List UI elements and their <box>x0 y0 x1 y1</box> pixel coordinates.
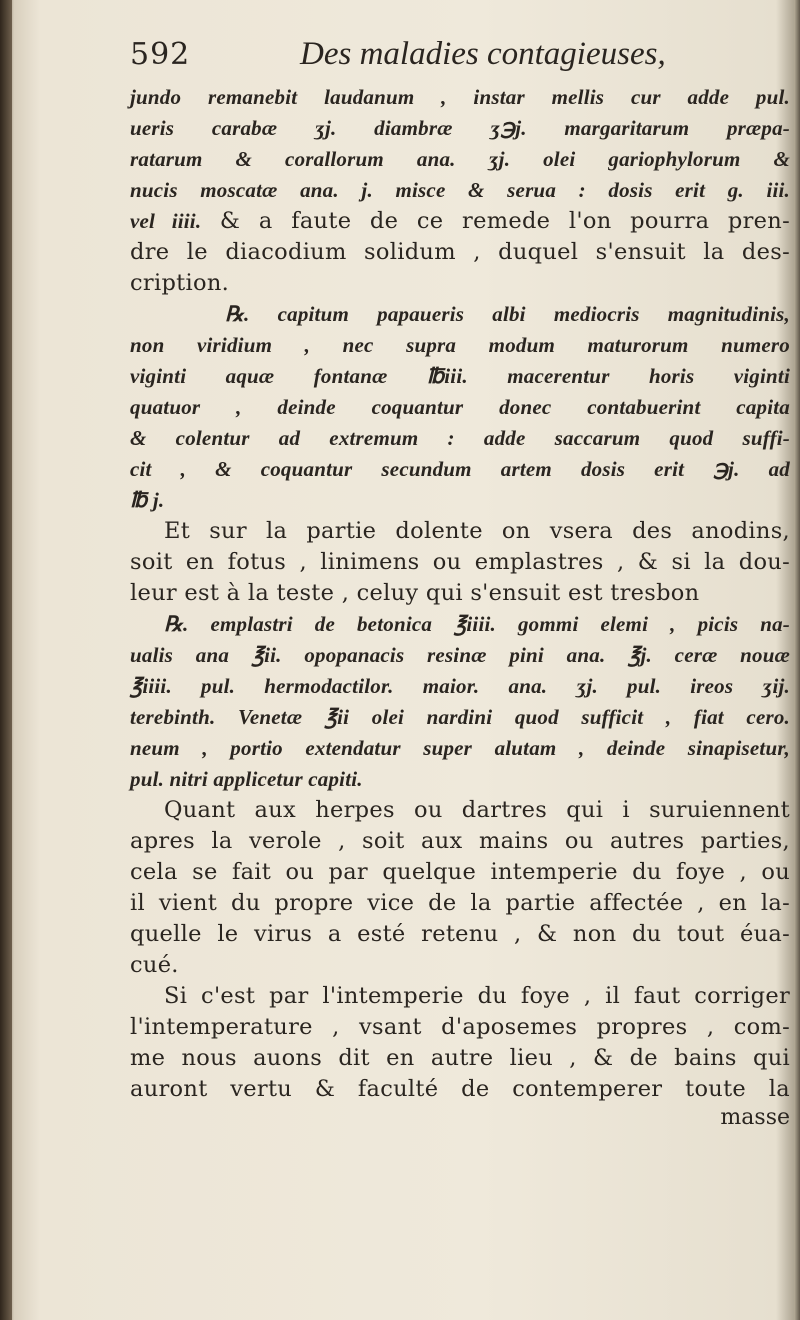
text-line: terebinth. Venetæ ℥ii olei nardini quod sufficit , fiat cero. <box>130 705 790 729</box>
page-edge <box>794 0 800 1320</box>
running-head: Des maladies contagieuses, <box>300 36 666 72</box>
text-line: jundo remanebit laudanum , instar mellis cur adde pul. <box>130 85 790 109</box>
text-line: quelle le virus a esté retenu , & non du tout éua- <box>130 921 790 947</box>
page-number: 592 <box>130 37 191 72</box>
text-line: ℞. emplastri de betonica ℥iiii. gommi elemi , picis na- <box>164 612 790 636</box>
text-line: viginti aquæ fontanæ ℔iii. macerentur horis viginti <box>130 364 790 388</box>
text-line: auront vertu & faculté de contemperer toute la <box>130 1076 790 1102</box>
text-line: l'intemperature , vsant d'aposemes propres , com- <box>130 1014 790 1040</box>
italic-segment: vel iiii. <box>130 209 202 233</box>
body-text <box>130 82 790 1105</box>
text-line: ℞. capitum papaueris albi mediocris magnitudinis, <box>225 302 790 326</box>
text-line: dre le diacodium solidum , duquel s'ensuit la des- <box>130 239 790 265</box>
text-line: non viridium , nec supra modum maturorum numero <box>130 333 790 357</box>
text-line: ueris carabæ ʒj. diambræ ʒ℈j. margaritarum præpa- <box>130 116 790 140</box>
text-line: quatuor , deinde coquantur donec contabuerint capita <box>130 395 790 419</box>
binding-gutter <box>0 0 12 1320</box>
text-line: Quant aux herpes ou dartres qui i suruiennent <box>164 797 790 823</box>
text-line: & colentur ad extremum : adde saccarum quod suffi- <box>130 426 790 450</box>
text-line: pul. nitri applicetur capiti. <box>130 767 363 791</box>
text-line: nucis moscatæ ana. j. misce & serua : dosis erit g. iii. <box>130 178 790 202</box>
text-line: leur est à la teste , celuy qui s'ensuit est tresbon <box>130 580 700 606</box>
text-line: Et sur la partie dolente on vsera des anodins, <box>164 518 790 544</box>
text-line: il vient du propre vice de la partie affectée , en la- <box>130 890 790 916</box>
text-line: me nous auons dit en autre lieu , & de bains qui <box>130 1045 790 1071</box>
text-line <box>130 206 790 237</box>
page-content <box>130 36 790 1135</box>
text-line: Si c'est par l'intemperie du foye , il faut corriger <box>164 983 790 1009</box>
text-line: cué. <box>130 952 179 978</box>
text-line: soit en fotus , linimens ou emplastres , & si la dou- <box>130 549 790 575</box>
text-line: cela se fait ou par quelque intemperie du foye , ou <box>130 859 790 885</box>
text-line: cit , & coquantur secundum artem dosis erit ℈j. ad <box>130 457 790 481</box>
page-header <box>130 36 790 82</box>
text-line: neum , portio extendatur super alutam , deinde sinapisetur, <box>130 736 790 760</box>
text-line: cription. <box>130 270 230 296</box>
text-line: ℔ j. <box>130 488 165 512</box>
text-line: ℥iiii. pul. hermodactilor. maior. ana. ʒj. pul. ireos ʒij. <box>130 674 790 698</box>
text-line: ratarum & corallorum ana. ʒj. olei gariophylorum & <box>130 147 790 171</box>
roman-segment: & a faute de ce remede l'on pourra pren- <box>201 208 790 234</box>
text-line: apres la verole , soit aux mains ou autres parties, <box>130 828 790 854</box>
catchword: masse <box>720 1105 790 1130</box>
text-line: ualis ana ℥ii. opopanacis resinæ pini ana. ℥j. ceræ nouæ <box>130 643 790 667</box>
